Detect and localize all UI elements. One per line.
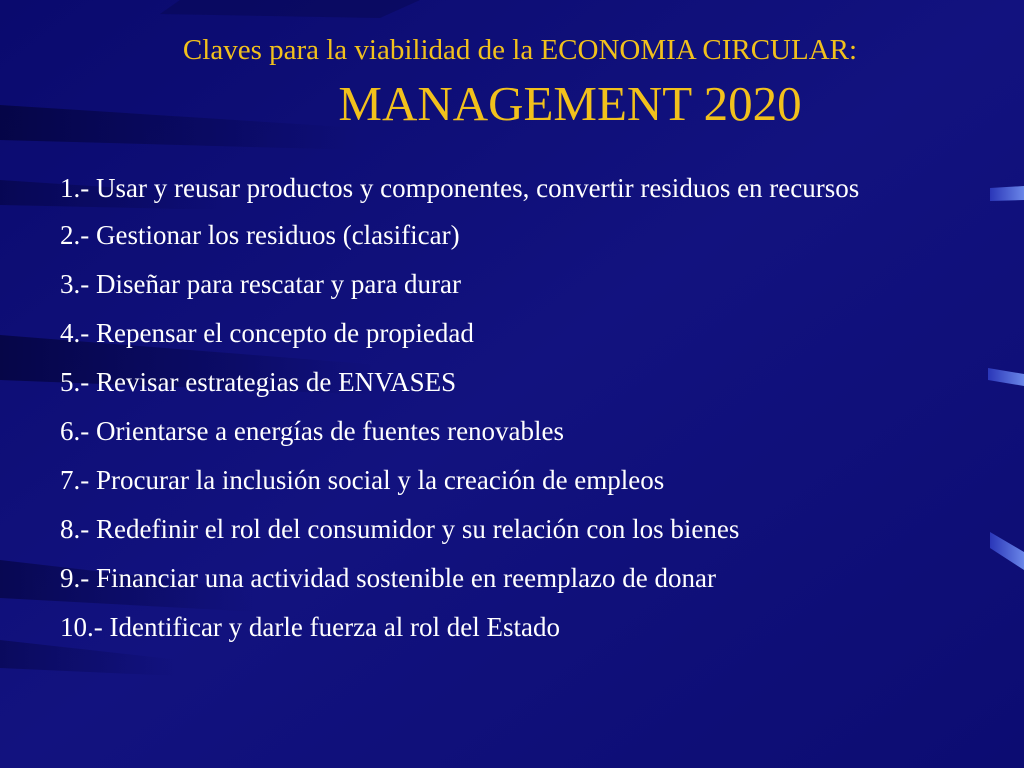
list-item: 6.- Orientarse a energías de fuentes renovables bbox=[60, 416, 565, 446]
list-item: 5.- Revisar estrategias de ENVASES bbox=[60, 367, 457, 397]
list-item: 2.- Gestionar los residuos (clasificar) bbox=[60, 220, 460, 250]
keys-list bbox=[60, 168, 960, 657]
list-item: 3.- Diseñar para rescatar y para durar bbox=[60, 269, 462, 299]
slide-title: Claves para la viabilidad de la ECONOMIA CIRCULAR: bbox=[182, 34, 858, 66]
list-item: 4.- Repensar el concepto de propiedad bbox=[60, 318, 474, 348]
list-item: 10.- Identificar y darle fuerza al rol del Estado bbox=[60, 612, 561, 642]
list-item: 1.- Usar y reusar productos y componentes, convertir residuos en recursos bbox=[60, 173, 860, 203]
list-item: 7.- Procurar la inclusión social y la creación de empleos bbox=[60, 465, 665, 495]
list-item: 8.- Redefinir el rol del consumidor y su relación con los bienes bbox=[60, 514, 740, 544]
slide-subtitle: MANAGEMENT 2020 bbox=[338, 76, 802, 131]
list-item: 9.- Financiar una actividad sostenible en reemplazo de donar bbox=[60, 563, 717, 593]
